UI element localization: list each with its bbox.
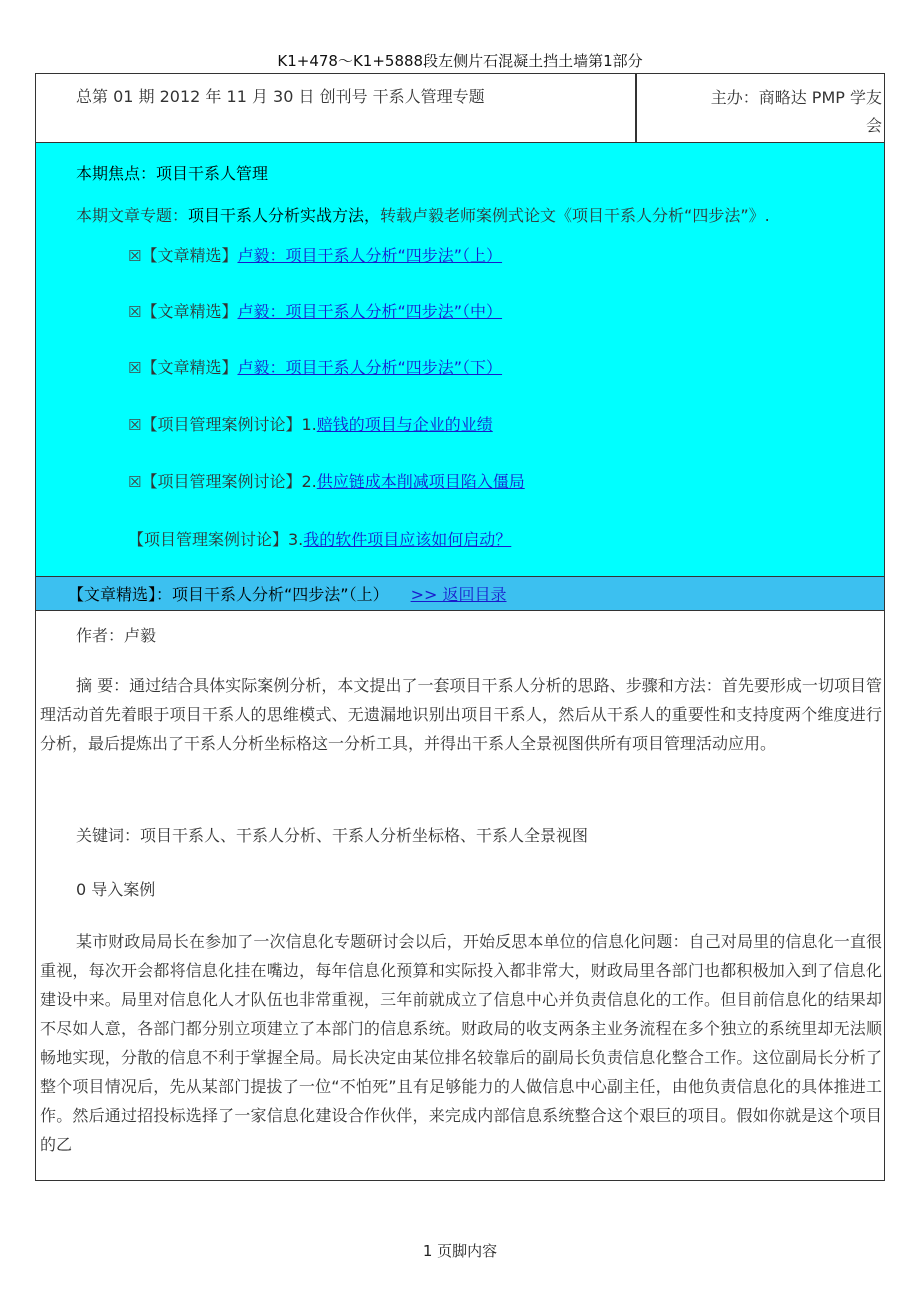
toc-link[interactable]: 卢毅：项目干系人分析“四步法”（下） (237, 358, 503, 377)
focus-title: 本期焦点：项目干系人管理 (76, 164, 269, 183)
document-title: K1+478～K1+5888段左侧片石混凝土挡土墙第1部分 (277, 52, 643, 70)
toc-item (128, 527, 511, 550)
toc-item (128, 355, 502, 378)
toc-tag: 【文章精选】 (141, 358, 238, 377)
toc-link[interactable]: 卢毅：项目干系人分析“四步法”（中） (237, 302, 503, 321)
toc-link[interactable]: 卢毅：项目干系人分析“四步法”（上） (237, 246, 503, 265)
sponsor-line-1: 主办：商略达 PMP 学友 (710, 88, 882, 107)
checkbox-icon: ☒ (128, 416, 142, 434)
issue-info: 总第 01 期 2012 年 11 月 30 日 创刊号 干系人管理专题 (76, 87, 485, 106)
toc-tag: 【项目管理案例讨论】2. (141, 472, 317, 491)
checkbox-icon: ☒ (128, 247, 142, 265)
checkbox-icon: ☒ (128, 359, 142, 377)
article-abstract: 摘 要：通过结合具体实际案例分析，本文提出了一套项目干系人分析的思路、步骤和方法：首先要形成一切项目管理活动首先着眼于项目干系人的思维模式、无遗漏地识别出项目干系人，然后从干系人的重要性和支持度两个维度进行分析，最后提炼出了干系人分析坐标格这一分析工具，并得出干系人全景视图供所有项目管理活动应用。 (40, 676, 882, 753)
checkbox-icon: ☒ (128, 473, 142, 491)
article-author: 作者：卢毅 (76, 626, 157, 645)
back-to-toc-link[interactable]: >> 返回目录 (410, 585, 507, 604)
toc-tag: 【项目管理案例讨论】1. (141, 415, 317, 434)
focus-subtitle-rest: 转载卢毅老师案例式论文《项目干系人分析“四步法”》. (380, 206, 770, 225)
toc-item (128, 299, 502, 322)
issue-focus-panel (36, 143, 884, 577)
focus-subtitle-prefix: 本期文章专题： (76, 206, 189, 225)
toc-item (128, 412, 493, 435)
header-row (36, 74, 884, 143)
toc-item (128, 243, 502, 266)
section-header-bar (36, 577, 884, 611)
section-title: 【文章精选】：项目干系人分析“四步法”（上） (68, 585, 389, 604)
focus-subtitle (76, 203, 770, 226)
section-title-line (68, 582, 507, 605)
article-keywords: 关键词：项目干系人、干系人分析、干系人分析坐标格、干系人全景视图 (76, 826, 589, 845)
toc-tag: 【文章精选】 (141, 246, 238, 265)
focus-subtitle-bold: 项目干系人分析实战方法， (188, 206, 381, 225)
toc-link[interactable]: 赔钱的项目与企业的业绩 (316, 415, 493, 434)
toc-item (128, 469, 525, 492)
sponsor-line-2: 会 (865, 116, 882, 135)
checkbox-icon: ☒ (128, 303, 142, 321)
sponsor-info (648, 84, 882, 140)
page-footer: 1 页脚内容 (422, 1242, 498, 1260)
toc-tag: 【文章精选】 (141, 302, 238, 321)
toc-link[interactable]: 供应链成本削减项目陷入僵局 (316, 472, 525, 491)
newsletter-frame (35, 73, 885, 1181)
case-paragraph: 某市财政局局长在参加了一次信息化专题研讨会以后，开始反思本单位的信息化问题：自己对局里的信息化一直很重视，每次开会都将信息化挂在嘴边，每年信息化预算和实际投入都非常大，财政局里各部门也都积极加入到了信息化建设中来。局里对信息化人才队伍也非常重视，三年前就成立了信息中心并负责信息化的工作。但目前信息化的结果却不尽如人意，各部门都分别立项建立了本部门的信息系统。财政局的收支两条主业务流程在多个独立的系统里却无法顺畅地实现，分散的信息不利于掌握全局。局长决定由某位排名较靠后的副局长负责信息化整合工作。这位副局长分析了整个项目情况后，先从某部门提拔了一位“不怕死”且有足够能力的人做信息中心副主任，由他负责信息化的具体推进工作。然后通过招投标选择了一家信息化建设合作伙伴，来完成内部信息系统整合这个艰巨的项目。假如你就是这个项目的乙 (40, 932, 882, 1154)
section-heading: 0 导入案例 (76, 880, 156, 899)
toc-tag: 【项目管理案例讨论】3. (128, 530, 304, 549)
header-divider (635, 74, 637, 143)
toc-link[interactable]: 我的软件项目应该如何启动？ (303, 530, 512, 549)
